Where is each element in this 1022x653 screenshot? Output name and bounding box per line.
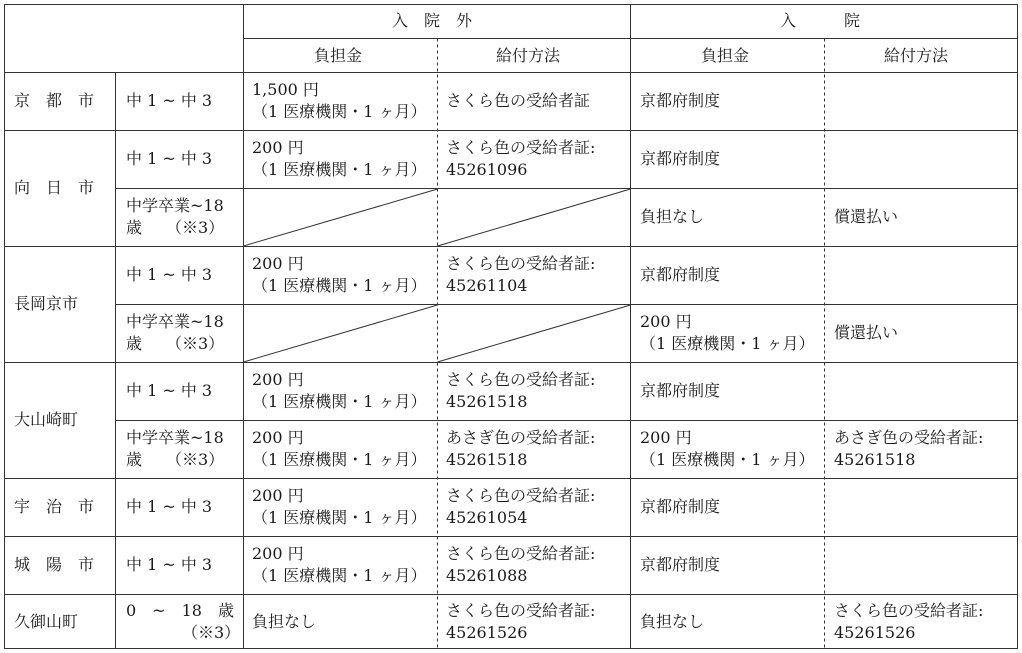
age-muko-2: 中学卒業~18 歳 （※3） bbox=[126, 196, 225, 237]
header-inpatient: 入 院 bbox=[780, 11, 861, 30]
age-kyoto: 中 1 ~ 中 3 bbox=[126, 91, 213, 110]
in-method-kumiyama: さくら色の受給者証: 45261526 bbox=[834, 601, 984, 642]
out-burden-oyamazaki-2: 200 円 （1 医療機関・1 ヶ月） bbox=[252, 428, 427, 469]
out-method-kyoto: さくら色の受給者証 bbox=[446, 91, 591, 110]
age-nagaokakyo-1: 中 1 ~ 中 3 bbox=[126, 265, 213, 284]
out-burden-joyo: 200 円 （1 医療機関・1 ヶ月） bbox=[252, 544, 427, 585]
in-method-muko-2: 償還払い bbox=[834, 207, 899, 226]
municipality-uji: 宇 治 市 bbox=[14, 497, 95, 516]
age-uji: 中 1 ~ 中 3 bbox=[126, 497, 213, 516]
in-burden-muko-2: 負担なし bbox=[640, 207, 705, 226]
age-muko-1: 中 1 ~ 中 3 bbox=[126, 149, 213, 168]
municipality-kumiyama: 久御山町 bbox=[14, 612, 79, 631]
age-kumiyama: 0 ~ 18 歳 （※3） bbox=[126, 601, 241, 642]
in-burden-nagaokakyo-1: 京都府制度 bbox=[640, 265, 721, 284]
out-burden-uji: 200 円 （1 医療機関・1 ヶ月） bbox=[252, 486, 427, 527]
out-method-uji: さくら色の受給者証: 45261054 bbox=[446, 486, 596, 527]
na-slash bbox=[244, 305, 438, 362]
header-outpatient: 入 院 外 bbox=[392, 11, 473, 30]
in-burden-oyamazaki-1: 京都府制度 bbox=[640, 381, 721, 400]
in-burden-kumiyama: 負担なし bbox=[640, 612, 705, 631]
header-out-burden: 負担金 bbox=[314, 46, 363, 65]
out-burden-nagaokakyo-1: 200 円 （1 医療機関・1 ヶ月） bbox=[252, 254, 427, 295]
na-slash bbox=[244, 189, 438, 246]
municipality-kyoto: 京 都 市 bbox=[14, 91, 95, 110]
in-burden-muko-1: 京都府制度 bbox=[640, 149, 721, 168]
age-nagaokakyo-2: 中学卒業~18 歳 （※3） bbox=[126, 312, 225, 353]
na-slash bbox=[438, 305, 631, 362]
municipality-nagaokakyo: 長岡京市 bbox=[14, 294, 79, 313]
header-in-burden: 負担金 bbox=[701, 46, 750, 65]
municipality-joyo: 城 陽 市 bbox=[14, 555, 95, 574]
in-burden-joyo: 京都府制度 bbox=[640, 555, 721, 574]
out-method-kumiyama: さくら色の受給者証: 45261526 bbox=[446, 601, 596, 642]
header-out-method: 給付方法 bbox=[496, 46, 561, 65]
out-burden-muko-1: 200 円 （1 医療機関・1 ヶ月） bbox=[252, 138, 427, 179]
age-oyamazaki-2: 中学卒業~18 歳 （※3） bbox=[126, 428, 225, 469]
header-in-method: 給付方法 bbox=[884, 46, 949, 65]
in-burden-uji: 京都府制度 bbox=[640, 497, 721, 516]
out-method-muko-1: さくら色の受給者証: 45261096 bbox=[446, 138, 596, 179]
out-method-nagaokakyo-1: さくら色の受給者証: 45261104 bbox=[446, 254, 596, 295]
in-burden-kyoto: 京都府制度 bbox=[640, 91, 721, 110]
out-method-oyamazaki-2: あさぎ色の受給者証: 45261518 bbox=[446, 428, 596, 469]
in-method-oyamazaki-2: あさぎ色の受給者証: 45261518 bbox=[834, 428, 984, 469]
out-burden-kumiyama: 負担なし bbox=[252, 612, 317, 631]
age-oyamazaki-1: 中 1 ~ 中 3 bbox=[126, 381, 213, 400]
out-method-joyo: さくら色の受給者証: 45261088 bbox=[446, 544, 596, 585]
out-burden-oyamazaki-1: 200 円 （1 医療機関・1 ヶ月） bbox=[252, 370, 427, 411]
in-burden-nagaokakyo-2: 200 円 （1 医療機関・1 ヶ月） bbox=[640, 312, 815, 353]
municipality-muko: 向 日 市 bbox=[14, 178, 95, 197]
in-method-nagaokakyo-2: 償還払い bbox=[834, 323, 899, 342]
out-method-oyamazaki-1: さくら色の受給者証: 45261518 bbox=[446, 370, 596, 411]
in-burden-oyamazaki-2: 200 円 （1 医療機関・1 ヶ月） bbox=[640, 428, 815, 469]
na-slash bbox=[438, 189, 631, 246]
municipality-oyamazaki: 大山崎町 bbox=[14, 410, 79, 429]
out-burden-kyoto: 1,500 円 （1 医療機関・1 ヶ月） bbox=[252, 80, 427, 121]
age-joyo: 中 1 ~ 中 3 bbox=[126, 555, 213, 574]
